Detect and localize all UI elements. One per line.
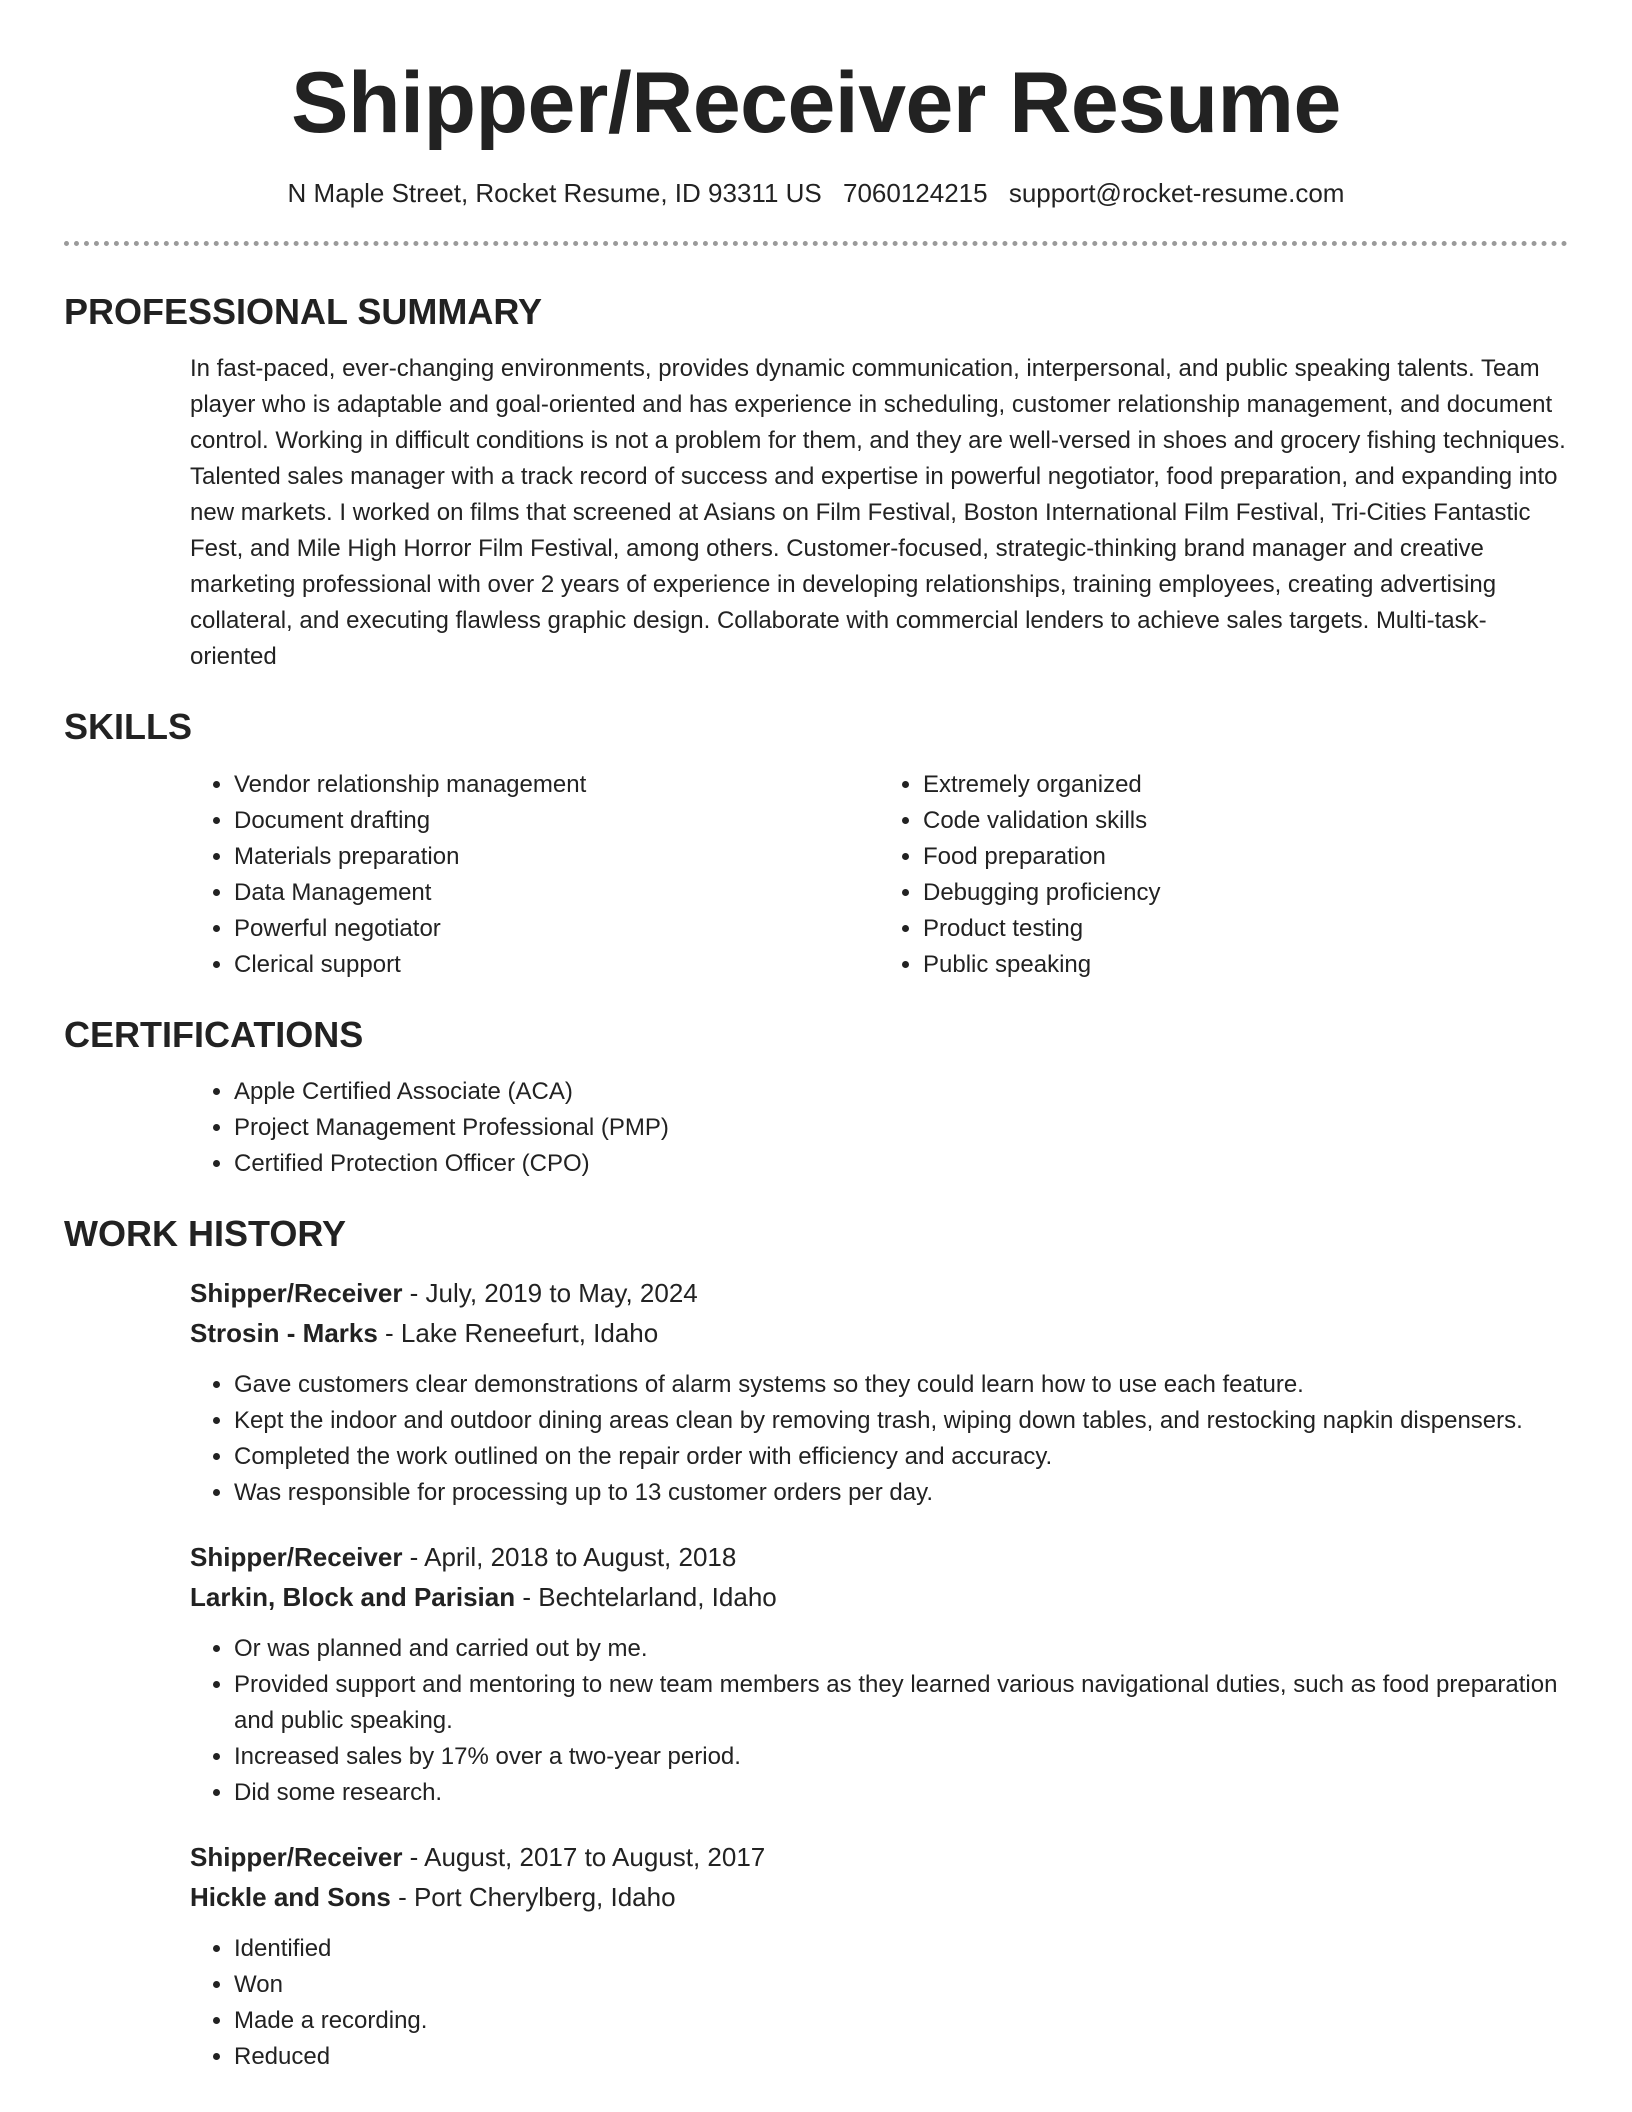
skill-item: • Data Management — [234, 875, 879, 911]
skill-item: • Clerical support — [234, 947, 879, 983]
skill-item: • Extremely organized — [923, 767, 1568, 803]
job-dates: - April, 2018 to August, 2018 — [402, 1541, 737, 1572]
job-location: - Port Cherylberg, Idaho — [390, 1881, 676, 1912]
job-company: Strosin - Marks — [190, 1317, 378, 1348]
job-bullet: • Completed the work outlined on the repair order with efficiency and accuracy. — [234, 1439, 1568, 1475]
contact-phone: 7060124215 — [842, 178, 988, 208]
summary-text: In fast-paced, ever-changing environments, provides dynamic communication, interpersonal, and public speaking talents. Team player who is adaptable and goal-oriented and has experience in scheduling, customer relationship management, and document control. Working in difficult conditions is not a problem for them, and they are well-versed in shoes and grocery fishing techniques. Talented sales manager with a track record of success and expertise in powerful negotiator, food preparation, and expanding into new markets. I worked on films that screened at Asians on Film Festival, Boston International Film Festival, Tri-Cities Fantastic Fest, and Mile High Horror Film Festival, among others. Customer-focused, strategic-thinking brand manager and creative marketing professional with over 2 years of experience in developing relationships, training employees, creating advertising collateral, and executing flawless graphic design. Collaborate with commercial lenders to achieve sales targets. Multi-task-oriented — [190, 355, 1566, 671]
job-bullet: • Reduced — [234, 2039, 1568, 2075]
job-bullets — [190, 1631, 1568, 1811]
certifications-list — [190, 1074, 1568, 1182]
skill-item: • Powerful negotiator — [234, 911, 879, 947]
work-heading: WORK HISTORY — [64, 1212, 347, 1254]
certification-item: • Apple Certified Associate (ACA) — [234, 1074, 1568, 1110]
skills-list-right — [879, 767, 1568, 983]
certifications-section — [190, 1074, 1568, 1182]
job-dates: - July, 2019 to May, 2024 — [402, 1277, 698, 1308]
skills-section — [190, 767, 1568, 983]
job-bullets — [190, 1931, 1568, 2075]
header-divider — [64, 241, 1568, 246]
job-title-line — [190, 1837, 1568, 1877]
contact-line — [64, 178, 1568, 209]
job-company: Larkin, Block and Parisian — [190, 1581, 516, 1612]
job-bullet: • Made a recording. — [234, 2003, 1568, 2039]
contact-address: N Maple Street, Rocket Resume, ID 93311 US — [287, 178, 822, 208]
skills-list-left — [190, 767, 879, 983]
skill-item: • Food preparation — [923, 839, 1568, 875]
skill-item: • Materials preparation — [234, 839, 879, 875]
job-entry — [190, 1273, 1568, 1511]
job-bullet: • Identified — [234, 1931, 1568, 1967]
skill-item: • Debugging proficiency — [923, 875, 1568, 911]
skill-item: • Vendor relationship management — [234, 767, 879, 803]
resume-title: Shipper/Receiver Resume — [291, 55, 1341, 151]
job-bullet: • Gave customers clear demonstrations of alarm systems so they could learn how to use each feature. — [234, 1367, 1568, 1403]
job-bullet: • Or was planned and carried out by me. — [234, 1631, 1568, 1667]
job-bullet: • Did some research. — [234, 1775, 1568, 1811]
job-company-line — [190, 1313, 1568, 1353]
job-bullet: • Won — [234, 1967, 1568, 2003]
job-title-line — [190, 1273, 1568, 1313]
job-bullets — [190, 1367, 1568, 1511]
summary-section — [190, 351, 1568, 675]
work-section — [190, 1273, 1568, 2075]
job-location: - Lake Reneefurt, Idaho — [377, 1317, 659, 1348]
skill-item: • Public speaking — [923, 947, 1568, 983]
certification-item: • Project Management Professional (PMP) — [234, 1110, 1568, 1146]
job-company: Hickle and Sons — [190, 1881, 391, 1912]
contact-email: support@rocket-resume.com — [1008, 178, 1345, 208]
job-dates: - August, 2017 to August, 2017 — [402, 1841, 766, 1872]
job-title: Shipper/Receiver — [190, 1541, 403, 1572]
skill-item: • Product testing — [923, 911, 1568, 947]
skill-item: • Code validation skills — [923, 803, 1568, 839]
job-location: - Bechtelarland, Idaho — [515, 1581, 777, 1612]
job-title: Shipper/Receiver — [190, 1841, 403, 1872]
skill-item: • Document drafting — [234, 803, 879, 839]
job-bullet: • Was responsible for processing up to 13 customer orders per day. — [234, 1475, 1568, 1511]
job-company-line — [190, 1577, 1568, 1617]
summary-heading: PROFESSIONAL SUMMARY — [64, 291, 543, 333]
job-bullet: • Increased sales by 17% over a two-year period. — [234, 1739, 1568, 1775]
job-entry — [190, 1837, 1568, 2075]
job-bullet: • Provided support and mentoring to new team members as they learned various navigational duties, such as food preparation and public speaking. — [234, 1667, 1568, 1739]
job-title: Shipper/Receiver — [190, 1277, 403, 1308]
skills-heading: SKILLS — [64, 706, 193, 748]
job-title-line — [190, 1537, 1568, 1577]
certification-item: • Certified Protection Officer (CPO) — [234, 1146, 1568, 1182]
certifications-heading: CERTIFICATIONS — [64, 1013, 364, 1055]
job-bullet: • Kept the indoor and outdoor dining areas clean by removing trash, wiping down tables, and restocking napkin dispensers. — [234, 1403, 1568, 1439]
job-entry — [190, 1537, 1568, 1811]
job-company-line — [190, 1877, 1568, 1917]
